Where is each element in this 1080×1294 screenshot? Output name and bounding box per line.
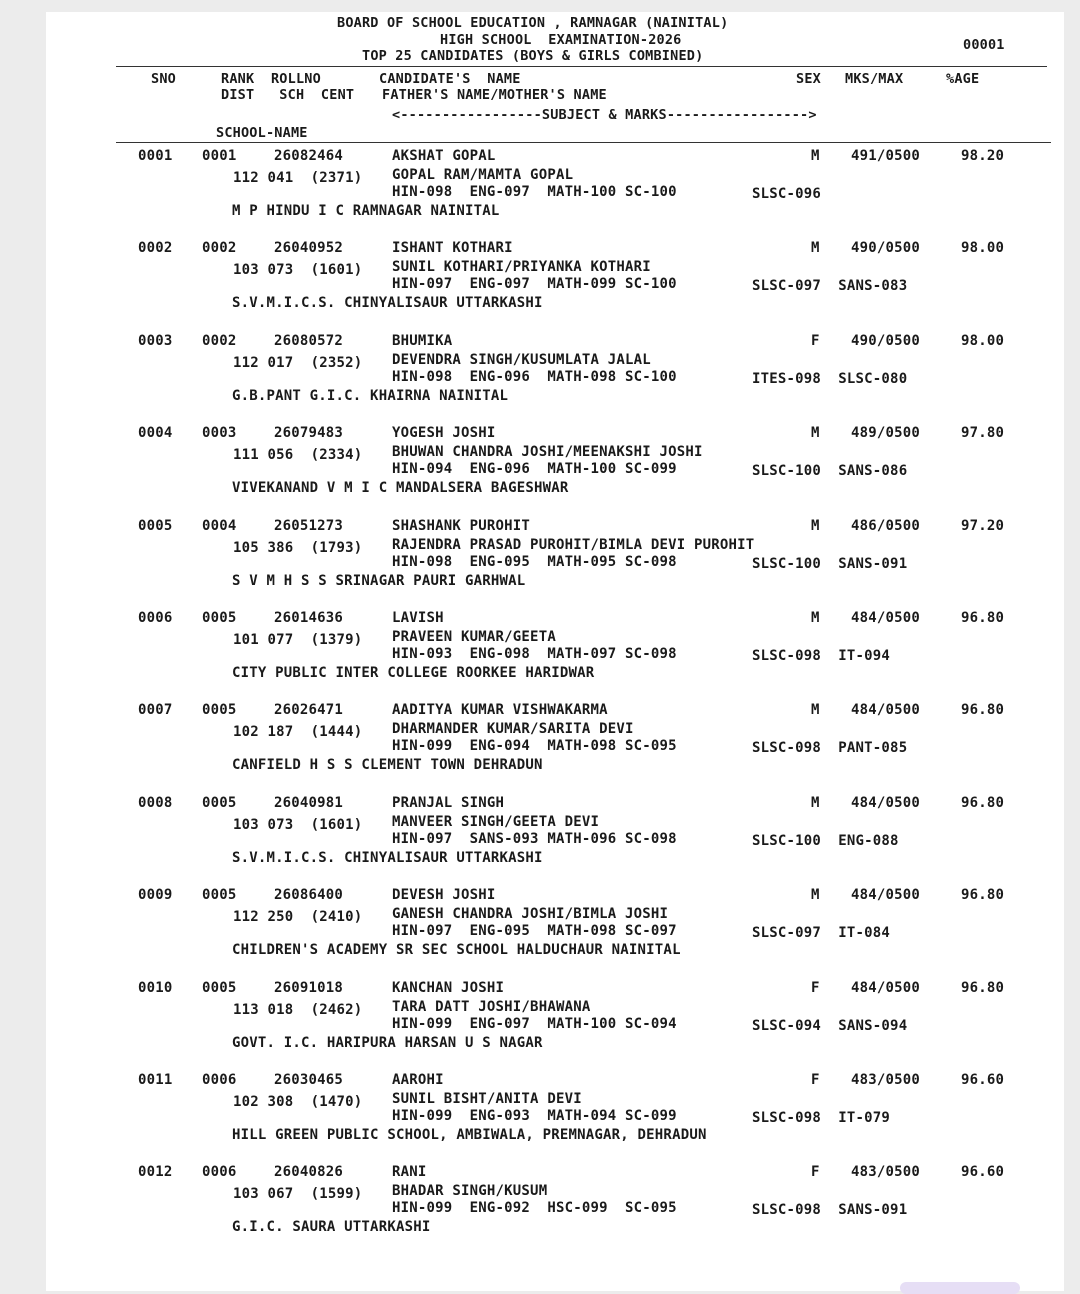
sex: M (811, 794, 820, 811)
additional-subject-marks: SLSC-100 SANS-091 (752, 555, 908, 572)
percentage: 97.80 (961, 425, 1005, 442)
col-school-name: SCHOOL-NAME (216, 125, 308, 141)
school-name: HILL GREEN PUBLIC SCHOOL, AMBIWALA, PREMNAGAR, DEHRADUN (232, 1127, 707, 1143)
additional-subject-marks: SLSC-094 SANS-094 (752, 1017, 908, 1034)
page-badge (900, 1282, 1020, 1294)
serial-number: 0010 (138, 979, 173, 996)
dist-sch-cent-codes: 112 017 (2352) (233, 354, 363, 371)
parent-names: DHARMANDER KUMAR/SARITA DEVI (392, 721, 634, 738)
subject-marks: HIN-094 ENG-096 MATH-100 SC-099 (392, 461, 677, 478)
percentage: 96.80 (961, 794, 1005, 811)
school-name: VIVEKANAND V M I C MANDALSERA BAGESHWAR (232, 480, 569, 497)
marks-obtained: 490/0500 (851, 332, 921, 349)
candidate-name: AKSHAT GOPAL (392, 148, 496, 164)
serial-number: 0006 (138, 610, 173, 626)
candidate-name: BHUMIKA (392, 332, 453, 349)
dist-sch-cent-codes: 102 308 (1470) (233, 1094, 363, 1110)
rank: 0006 (202, 1164, 237, 1181)
subject-marks: HIN-099 ENG-094 MATH-098 SC-095 (392, 738, 677, 755)
dist-sch-cent-codes: 113 018 (2462) (233, 1001, 363, 1018)
candidate-name: LAVISH (392, 610, 444, 626)
rank: 0005 (202, 887, 237, 904)
parent-names: PRAVEEN KUMAR/GEETA (392, 629, 556, 645)
header-top-rule (116, 66, 1047, 67)
marks-obtained: 484/0500 (851, 702, 921, 719)
sex: M (811, 148, 820, 164)
serial-number: 0009 (138, 887, 173, 904)
subject-marks: HIN-097 ENG-095 MATH-098 SC-097 (392, 923, 677, 940)
sex: M (811, 887, 820, 904)
marks-obtained: 483/0500 (851, 1072, 921, 1088)
additional-subject-marks: SLSC-098 PANT-085 (752, 740, 908, 757)
rank: 0005 (202, 979, 237, 996)
col-marks: MKS/MAX (845, 71, 904, 87)
school-name: CANFIELD H S S CLEMENT TOWN DEHRADUN (232, 757, 543, 774)
rank: 0005 (202, 794, 237, 811)
parent-names: BHADAR SINGH/KUSUM (392, 1183, 548, 1200)
dist-sch-cent-codes: 103 073 (1601) (233, 262, 363, 279)
sex: M (811, 517, 820, 534)
page-number: 00001 (963, 37, 1005, 53)
exam-title: HIGH SCHOOL EXAMINATION-2026 (440, 32, 682, 48)
percentage: 96.80 (961, 979, 1005, 996)
sex: M (811, 702, 820, 719)
marks-obtained: 484/0500 (851, 610, 921, 626)
percentage: 96.60 (961, 1072, 1005, 1088)
sex: F (811, 979, 820, 996)
col-rank-rollno: RANK ROLLNO (221, 71, 321, 87)
additional-subject-marks: SLSC-097 IT-084 (752, 925, 891, 942)
rank: 0005 (202, 702, 237, 719)
subject-marks: HIN-093 ENG-098 MATH-097 SC-098 (392, 646, 677, 662)
percentage: 98.20 (961, 148, 1005, 164)
dist-sch-cent-codes: 111 056 (2334) (233, 447, 363, 464)
additional-subject-marks: SLSC-097 SANS-083 (752, 278, 908, 295)
candidate-name: ISHANT KOTHARI (392, 240, 513, 257)
additional-subject-marks: ITES-098 SLSC-080 (752, 370, 908, 387)
parent-names: BHUWAN CHANDRA JOSHI/MEENAKSHI JOSHI (392, 444, 703, 461)
sex: M (811, 425, 820, 442)
percentage: 98.00 (961, 240, 1005, 257)
school-name: S V M H S S SRINAGAR PAURI GARHWAL (232, 572, 526, 589)
roll-number: 26030465 (274, 1072, 344, 1088)
school-name: GOVT. I.C. HARIPURA HARSAN U S NAGAR (232, 1034, 543, 1051)
rank: 0002 (202, 240, 237, 257)
parent-names: RAJENDRA PRASAD PUROHIT/BIMLA DEVI PUROHIT (392, 536, 755, 553)
serial-number: 0004 (138, 425, 173, 442)
dist-sch-cent-codes: 105 386 (1793) (233, 539, 363, 556)
marks-obtained: 484/0500 (851, 794, 921, 811)
roll-number: 26040981 (274, 794, 344, 811)
subject-marks: HIN-099 ENG-093 MATH-094 SC-099 (392, 1108, 677, 1124)
marks-obtained: 483/0500 (851, 1164, 921, 1181)
rank: 0002 (202, 332, 237, 349)
serial-number: 0011 (138, 1072, 173, 1088)
dist-sch-cent-codes: 103 067 (1599) (233, 1186, 363, 1203)
percentage: 96.80 (961, 887, 1005, 904)
school-name: S.V.M.I.C.S. CHINYALISAUR UTTARKASHI (232, 849, 543, 866)
additional-subject-marks: SLSC-098 IT-094 (752, 648, 891, 664)
serial-number: 0007 (138, 702, 173, 719)
dist-sch-cent-codes: 102 187 (1444) (233, 724, 363, 741)
parent-names: SUNIL KOTHARI/PRIYANKA KOTHARI (392, 259, 651, 276)
rank: 0005 (202, 610, 237, 626)
roll-number: 26082464 (274, 148, 344, 164)
roll-number: 26086400 (274, 887, 344, 904)
candidate-name: SHASHANK PUROHIT (392, 517, 531, 534)
school-name: CHILDREN'S ACADEMY SR SEC SCHOOL HALDUCHAUR NAINITAL (232, 942, 681, 959)
candidate-name: YOGESH JOSHI (392, 425, 496, 442)
parent-names: SUNIL BISHT/ANITA DEVI (392, 1091, 582, 1107)
percentage: 97.20 (961, 517, 1005, 534)
subject-marks: HIN-099 ENG-092 HSC-099 SC-095 (392, 1200, 677, 1217)
rank: 0004 (202, 517, 237, 534)
school-name: G.I.C. SAURA UTTARKASHI (232, 1219, 431, 1236)
serial-number: 0008 (138, 794, 173, 811)
dist-sch-cent-codes: 101 077 (1379) (233, 632, 363, 648)
roll-number: 26040952 (274, 240, 344, 257)
subject-marks: HIN-098 ENG-097 MATH-100 SC-100 (392, 184, 677, 200)
roll-number: 26040826 (274, 1164, 344, 1181)
col-sno: SNO (151, 71, 176, 87)
roll-number: 26014636 (274, 610, 344, 626)
percentage: 96.80 (961, 702, 1005, 719)
marks-obtained: 491/0500 (851, 148, 921, 164)
candidate-name: RANI (392, 1164, 427, 1181)
rank: 0001 (202, 148, 237, 164)
col-subject-marks: <-----------------SUBJECT & MARKS-----------------> (392, 107, 817, 123)
school-name: G.B.PANT G.I.C. KHAIRNA NAINITAL (232, 387, 509, 404)
serial-number: 0003 (138, 332, 173, 349)
candidate-name: AAROHI (392, 1072, 444, 1088)
roll-number: 26091018 (274, 979, 344, 996)
rank: 0006 (202, 1072, 237, 1088)
serial-number: 0005 (138, 517, 173, 534)
sex: M (811, 240, 820, 257)
candidate-name: KANCHAN JOSHI (392, 979, 505, 996)
school-name: M P HINDU I C RAMNAGAR NAINITAL (232, 203, 500, 219)
marks-obtained: 486/0500 (851, 517, 921, 534)
dist-sch-cent-codes: 112 250 (2410) (233, 909, 363, 926)
dist-sch-cent-codes: 112 041 (2371) (233, 170, 363, 186)
school-name: S.V.M.I.C.S. CHINYALISAUR UTTARKASHI (232, 295, 543, 312)
col-sex: SEX (796, 71, 821, 87)
subject-marks: HIN-098 ENG-095 MATH-095 SC-098 (392, 553, 677, 570)
subject-marks: HIN-099 ENG-097 MATH-100 SC-094 (392, 1015, 677, 1032)
col-percentage: %AGE (946, 71, 980, 87)
candidate-name: AADITYA KUMAR VISHWAKARMA (392, 702, 608, 719)
percentage: 96.80 (961, 610, 1005, 626)
marks-obtained: 484/0500 (851, 979, 921, 996)
additional-subject-marks: SLSC-098 IT-079 (752, 1110, 891, 1126)
subject-marks: HIN-097 SANS-093 MATH-096 SC-098 (392, 830, 677, 847)
percentage: 96.60 (961, 1164, 1005, 1181)
additional-subject-marks: SLSC-100 SANS-086 (752, 463, 908, 480)
roll-number: 26080572 (274, 332, 344, 349)
candidate-name: PRANJAL SINGH (392, 794, 505, 811)
sex: M (811, 610, 820, 626)
additional-subject-marks: SLSC-098 SANS-091 (752, 1202, 908, 1219)
school-name: CITY PUBLIC INTER COLLEGE ROORKEE HARIDWAR (232, 665, 595, 681)
serial-number: 0002 (138, 240, 173, 257)
parent-names: GOPAL RAM/MAMTA GOPAL (392, 167, 574, 183)
sex: F (811, 332, 820, 349)
roll-number: 26079483 (274, 425, 344, 442)
sex: F (811, 1072, 820, 1088)
dist-sch-cent-codes: 103 073 (1601) (233, 816, 363, 833)
parent-names: TARA DATT JOSHI/BHAWANA (392, 998, 591, 1015)
board-title: BOARD OF SCHOOL EDUCATION , RAMNAGAR (NAINITAL) (337, 15, 729, 31)
col-candidate-name: CANDIDATE'S NAME (379, 71, 521, 87)
serial-number: 0012 (138, 1164, 173, 1181)
roll-number: 26026471 (274, 702, 344, 719)
parent-names: GANESH CHANDRA JOSHI/BIMLA JOSHI (392, 906, 669, 923)
candidate-name: DEVESH JOSHI (392, 887, 496, 904)
col-parent-name: FATHER'S NAME/MOTHER'S NAME (382, 87, 607, 103)
subject-marks: HIN-098 ENG-096 MATH-098 SC-100 (392, 368, 677, 385)
subject-marks: HIN-097 ENG-097 MATH-099 SC-100 (392, 276, 677, 293)
sex: F (811, 1164, 820, 1181)
serial-number: 0001 (138, 148, 173, 164)
parent-names: DEVENDRA SINGH/KUSUMLATA JALAL (392, 351, 651, 368)
additional-subject-marks: SLSC-096 (752, 186, 822, 202)
marks-obtained: 484/0500 (851, 887, 921, 904)
col-dist-sch-cent: DIST SCH CENT (221, 87, 355, 103)
percentage: 98.00 (961, 332, 1005, 349)
marks-obtained: 490/0500 (851, 240, 921, 257)
rank: 0003 (202, 425, 237, 442)
header-bottom-rule (116, 142, 1051, 143)
list-title: TOP 25 CANDIDATES (BOYS & GIRLS COMBINED) (362, 48, 704, 64)
marks-obtained: 489/0500 (851, 425, 921, 442)
additional-subject-marks: SLSC-100 ENG-088 (752, 832, 899, 849)
roll-number: 26051273 (274, 517, 344, 534)
parent-names: MANVEER SINGH/GEETA DEVI (392, 813, 600, 830)
